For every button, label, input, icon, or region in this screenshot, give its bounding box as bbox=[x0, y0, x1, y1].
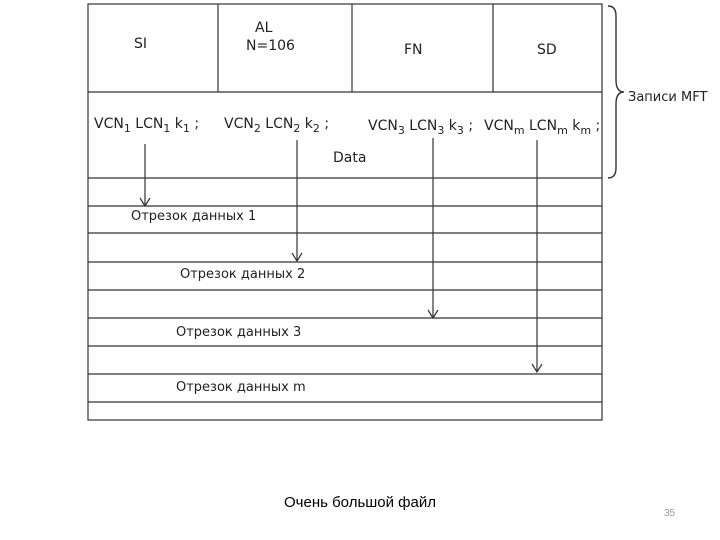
si-label: SI bbox=[134, 36, 148, 52]
segment-label-1: Отрезок данных 1 bbox=[131, 209, 257, 224]
n-value-label: N=106 bbox=[246, 38, 295, 54]
mft-records-label: Записи MFT bbox=[628, 90, 708, 105]
slide-caption: Очень большой файл bbox=[284, 494, 436, 511]
run-entry-m: $VCN_m$ $LCN_m$ $k_m$ ; bbox=[484, 118, 601, 137]
mft-brace bbox=[608, 6, 624, 178]
run-entry-2: $VCN_2$ $LCN_2$ $k_2$ ; bbox=[224, 116, 330, 135]
sd-label: SD bbox=[537, 42, 557, 58]
al-label: AL bbox=[255, 20, 273, 36]
segment-label-3: Отрезок данных 3 bbox=[176, 325, 302, 340]
run-entry-3: $VCN_3$ $LCN_3$ $k_3$ ; bbox=[368, 118, 474, 137]
run-entry-1: $VCN_1$ $LCN_1$ $k_1$ ; bbox=[94, 116, 200, 135]
segment-label-m: Отрезок данных m bbox=[176, 380, 306, 395]
page-number: 35 bbox=[664, 508, 676, 519]
segment-label-2: Отрезок данных 2 bbox=[180, 267, 306, 282]
disk-rows bbox=[88, 206, 602, 402]
data-attribute-label: Data bbox=[333, 150, 367, 166]
fn-label: FN bbox=[404, 42, 423, 58]
